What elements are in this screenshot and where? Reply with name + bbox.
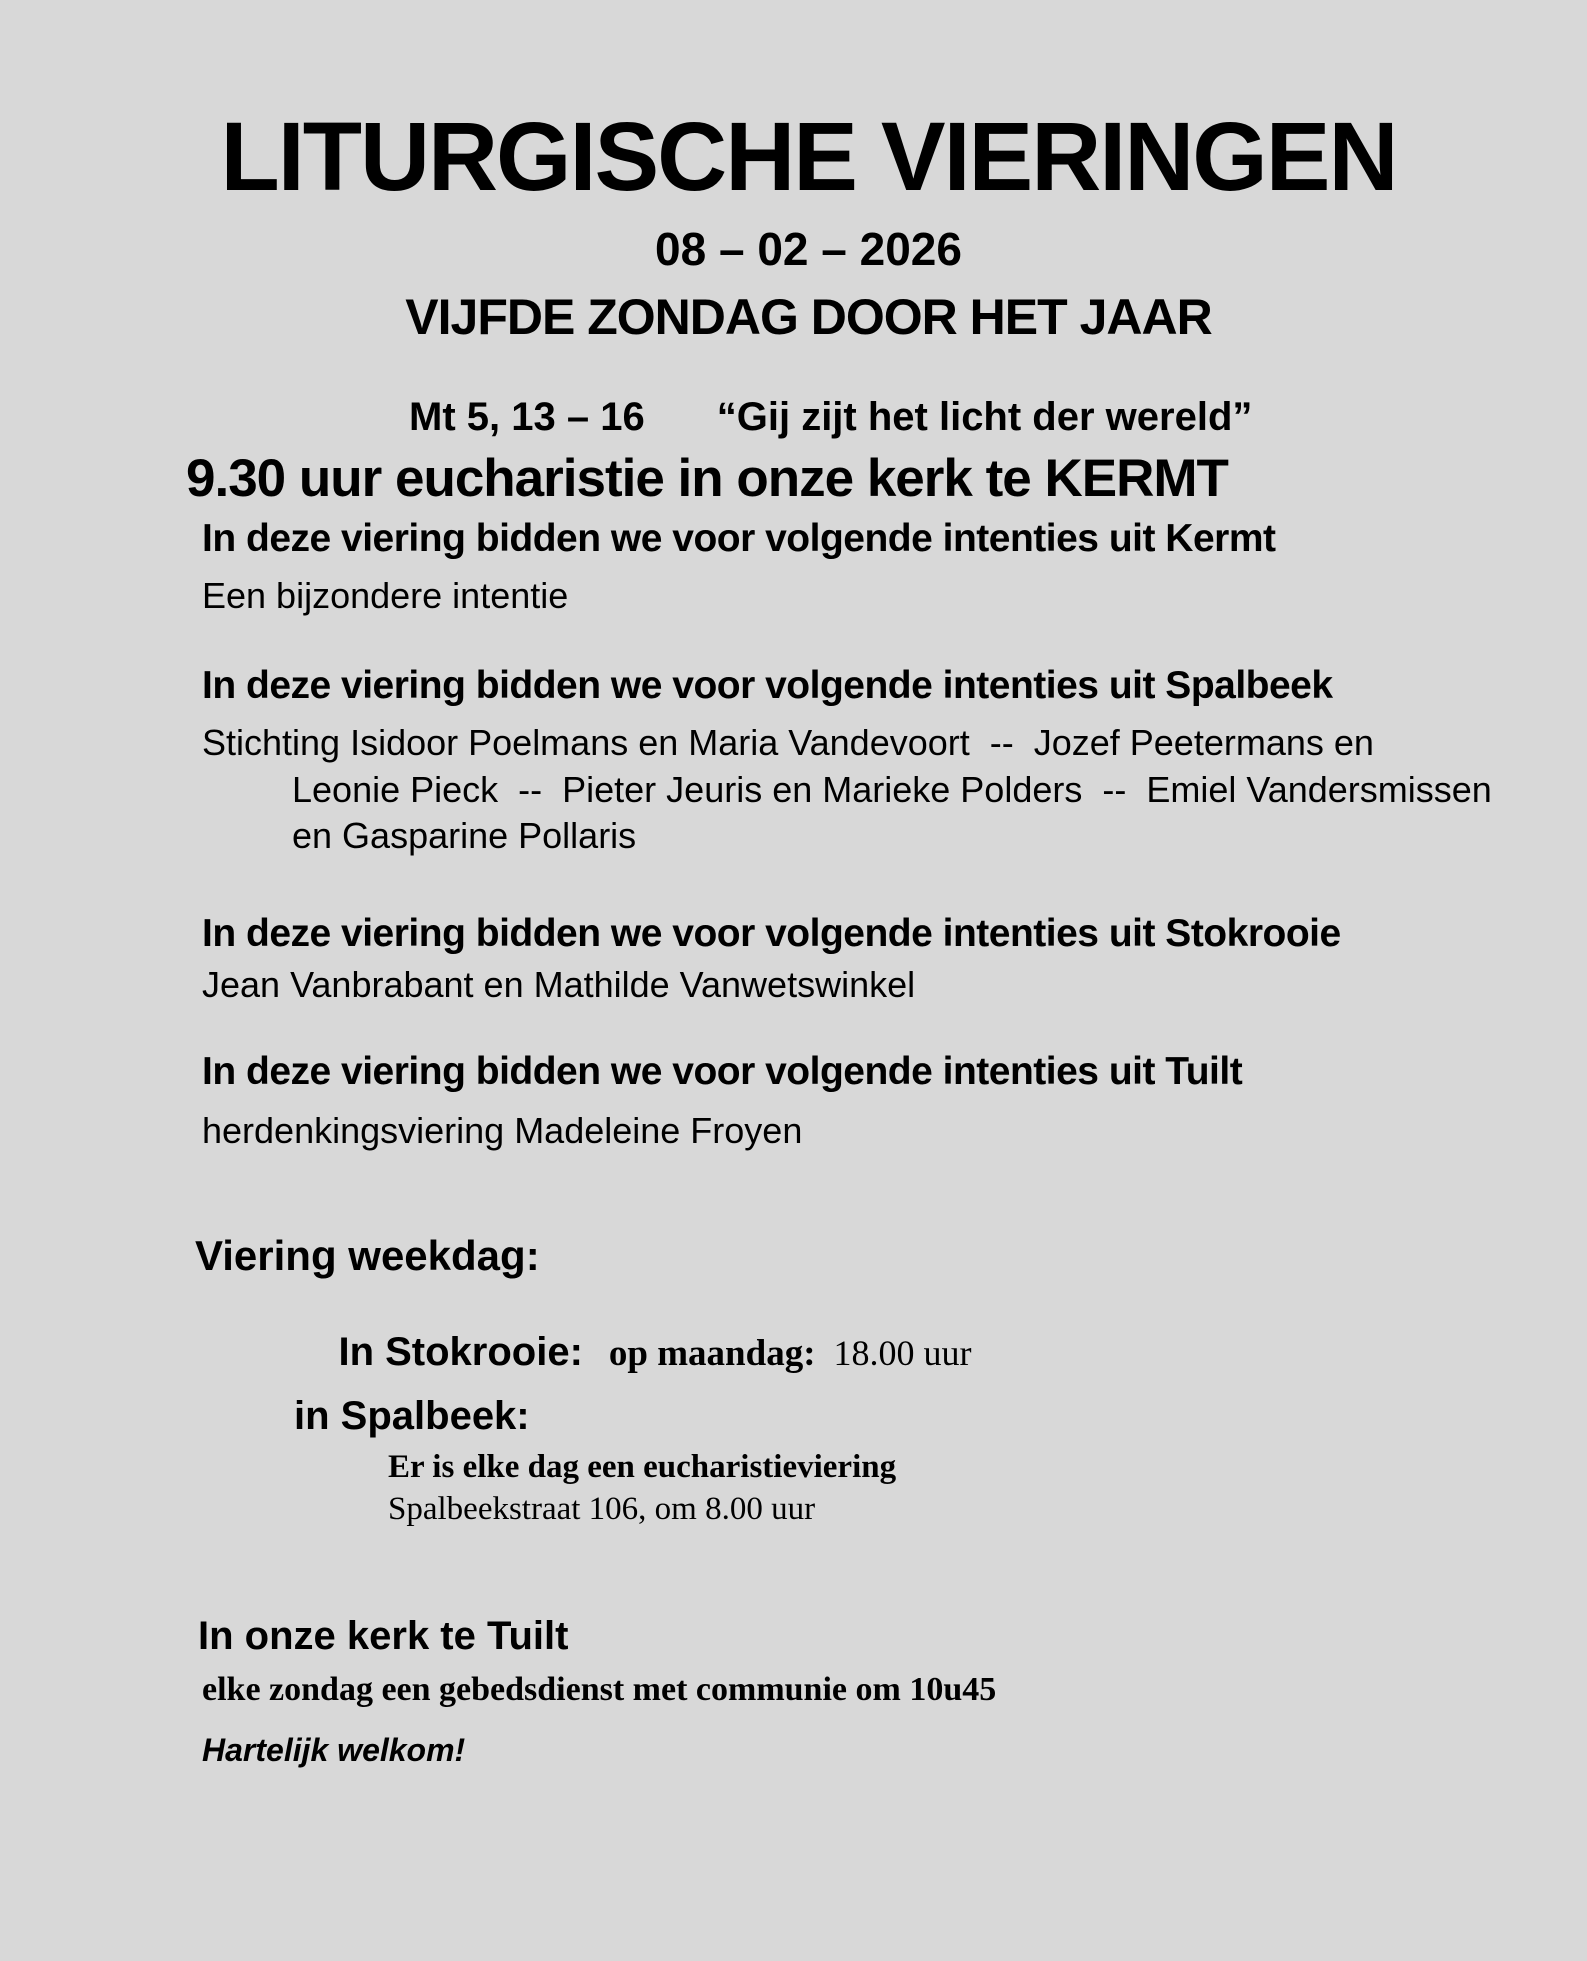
scripture-quote: “Gij zijt het licht der wereld” <box>716 394 1253 439</box>
weekday-stokrooie-time: 18.00 uur <box>833 1332 972 1373</box>
weekday-spalbeek-address: Spalbeekstraat 106, om 8.00 uur <box>388 1491 816 1527</box>
intentions-heading-stokrooie: In deze viering bidden we voor volgende intenties uit Stokrooie <box>202 912 1341 955</box>
intention-line: Jean Vanbrabant en Mathilde Vanwetswinkel <box>202 964 916 1005</box>
intentions-heading-spalbeek: In deze viering bidden we voor volgende intenties uit Spalbeek <box>202 664 1333 707</box>
intention-line: en Gasparine Pollaris <box>292 815 637 856</box>
intention-line: herdenkingsviering Madeleine Froyen <box>202 1110 803 1151</box>
weekday-heading: Viering weekdag: <box>195 1232 540 1279</box>
sunday-heading: VIJFDE ZONDAG DOOR HET JAAR <box>405 289 1212 345</box>
intention-line: Leonie Pieck -- Pieter Jeuris en Marieke Polders -- Emiel Vandersmissen <box>292 769 1492 810</box>
page-title: LITURGISCHE VIERINGEN <box>220 102 1397 211</box>
weekday-spalbeek-label: in Spalbeek: <box>294 1394 530 1438</box>
mass-heading: 9.30 uur eucharistie in onze kerk te KERMT <box>186 449 1228 508</box>
intentions-heading-kermt: In deze viering bidden we voor volgende intenties uit Kermt <box>202 517 1276 560</box>
scripture-reference: Mt 5, 13 – 16 <box>409 394 645 439</box>
tuilt-service-line: elke zondag een gebedsdienst met communie om 10u45 <box>202 1671 997 1708</box>
weekday-stokrooie-day: op maandag: <box>608 1332 816 1374</box>
weekday-stokrooie-label: In Stokrooie: <box>338 1329 583 1374</box>
date-line: 08 – 02 – 2026 <box>655 223 962 275</box>
intention-line: Een bijzondere intentie <box>202 575 569 616</box>
intention-line: Stichting Isidoor Poelmans en Maria Vandevoort -- Jozef Peetermans en <box>202 722 1374 763</box>
intentions-heading-tuilt: In deze viering bidden we voor volgende intenties uit Tuilt <box>202 1050 1243 1093</box>
weekday-spalbeek-note: Er is elke dag een eucharistieviering <box>388 1449 897 1485</box>
welcome-line: Hartelijk welkom! <box>202 1732 466 1768</box>
tuilt-church-heading: In onze kerk te Tuilt <box>198 1614 569 1658</box>
